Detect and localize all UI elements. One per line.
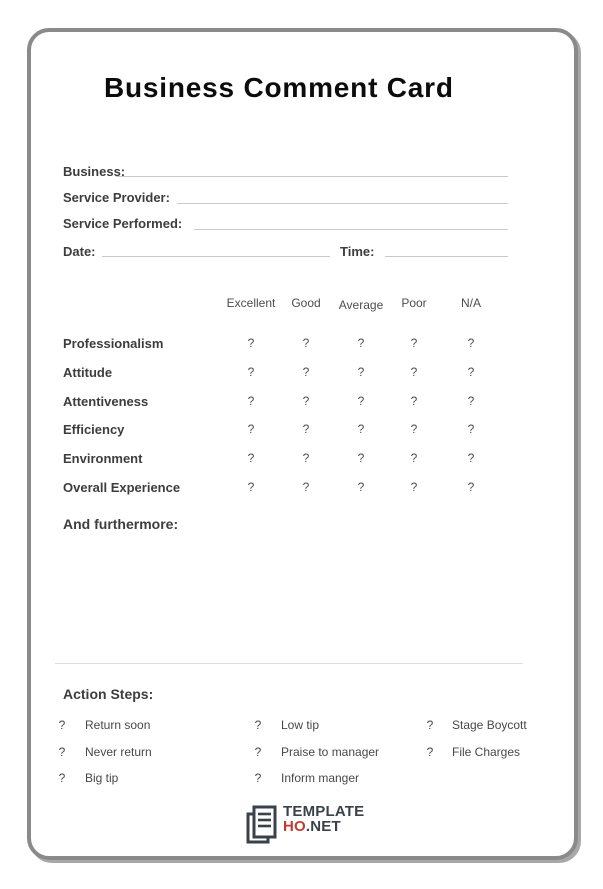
row-label-overall-experience: Overall Experience [63, 480, 181, 495]
action-item-return-soon: Return soon [85, 718, 151, 732]
furthermore-label: And furthermore: [63, 516, 179, 532]
rating-cell-mark: ? [467, 480, 475, 494]
action-mark: ? [254, 745, 262, 759]
section-divider [55, 663, 523, 664]
action-mark: ? [58, 718, 66, 732]
rating-cell-mark: ? [247, 451, 255, 465]
rating-cell-mark: ? [467, 451, 475, 465]
action-item-stage-boycott: Stage Boycott [452, 718, 527, 732]
rating-cell-mark: ? [247, 480, 255, 494]
service-performed-fill-line [194, 229, 508, 230]
rating-cell-mark: ? [467, 336, 475, 350]
comment-card [27, 28, 578, 860]
rating-cell-mark: ? [247, 336, 255, 350]
logo-line2-rest: .NET [305, 818, 341, 835]
rating-cell-mark: ? [357, 480, 365, 494]
rating-cell-mark: ? [302, 365, 310, 379]
rating-cell-mark: ? [410, 422, 418, 436]
rating-cell-mark: ? [410, 451, 418, 465]
row-label-professionalism: Professionalism [63, 336, 164, 351]
column-header-good: Good [291, 296, 321, 310]
action-steps-heading: Action Steps: [63, 686, 154, 702]
column-header-poor: Poor [401, 296, 427, 310]
rating-cell-mark: ? [467, 394, 475, 408]
row-label-attentiveness: Attentiveness [63, 394, 149, 409]
rating-cell-mark: ? [410, 336, 418, 350]
service-provider-label: Service Provider: [63, 190, 170, 205]
action-mark: ? [58, 771, 66, 785]
rating-cell-mark: ? [410, 365, 418, 379]
column-header-average: Average [338, 298, 384, 312]
row-label-environment: Environment [63, 451, 143, 466]
rating-cell-mark: ? [357, 422, 365, 436]
column-header-excellent: Excellent [226, 296, 276, 310]
action-mark: ? [254, 771, 262, 785]
brand-logo-text [283, 804, 364, 834]
action-item-file-charges: File Charges [452, 745, 521, 759]
action-item-praise-to-manager: Praise to manager [281, 745, 380, 759]
action-item-never-return: Never return [85, 745, 152, 759]
service-performed-label: Service Performed: [63, 216, 183, 231]
column-header-na: N/A [460, 296, 482, 310]
rating-cell-mark: ? [247, 394, 255, 408]
logo-line2-accent: HO [283, 818, 306, 835]
business-label: Business: [63, 164, 126, 179]
rating-cell-mark: ? [302, 422, 310, 436]
action-mark: ? [426, 718, 434, 732]
rating-cell-mark: ? [302, 336, 310, 350]
action-mark: ? [58, 745, 66, 759]
rating-cell-mark: ? [410, 394, 418, 408]
document-pages-icon [244, 804, 279, 852]
rating-cell-mark: ? [357, 365, 365, 379]
rating-cell-mark: ? [247, 365, 255, 379]
row-label-attitude: Attitude [63, 365, 113, 380]
action-item-inform-manger: Inform manger [281, 771, 360, 785]
date-label: Date: [63, 244, 96, 259]
rating-cell-mark: ? [357, 451, 365, 465]
logo-line1: TEMPLATE [283, 803, 365, 820]
time-label: Time: [340, 244, 375, 259]
rating-cell-mark: ? [467, 422, 475, 436]
action-item-low-tip: Low tip [281, 718, 320, 732]
rating-cell-mark: ? [410, 480, 418, 494]
time-fill-line [385, 256, 508, 257]
rating-cell-mark: ? [302, 480, 310, 494]
business-fill-line [116, 176, 508, 177]
action-item-big-tip: Big tip [85, 771, 119, 785]
action-mark: ? [254, 718, 262, 732]
rating-cell-mark: ? [467, 365, 475, 379]
brand-logo [244, 804, 364, 852]
date-fill-line [102, 256, 330, 257]
service-provider-fill-line [177, 203, 508, 204]
action-mark: ? [426, 745, 434, 759]
rating-cell-mark: ? [357, 394, 365, 408]
rating-cell-mark: ? [247, 422, 255, 436]
rating-cell-mark: ? [302, 394, 310, 408]
rating-cell-mark: ? [302, 451, 310, 465]
row-label-efficiency: Efficiency [63, 422, 125, 437]
page-title: Business Comment Card [104, 72, 454, 103]
rating-cell-mark: ? [357, 336, 365, 350]
